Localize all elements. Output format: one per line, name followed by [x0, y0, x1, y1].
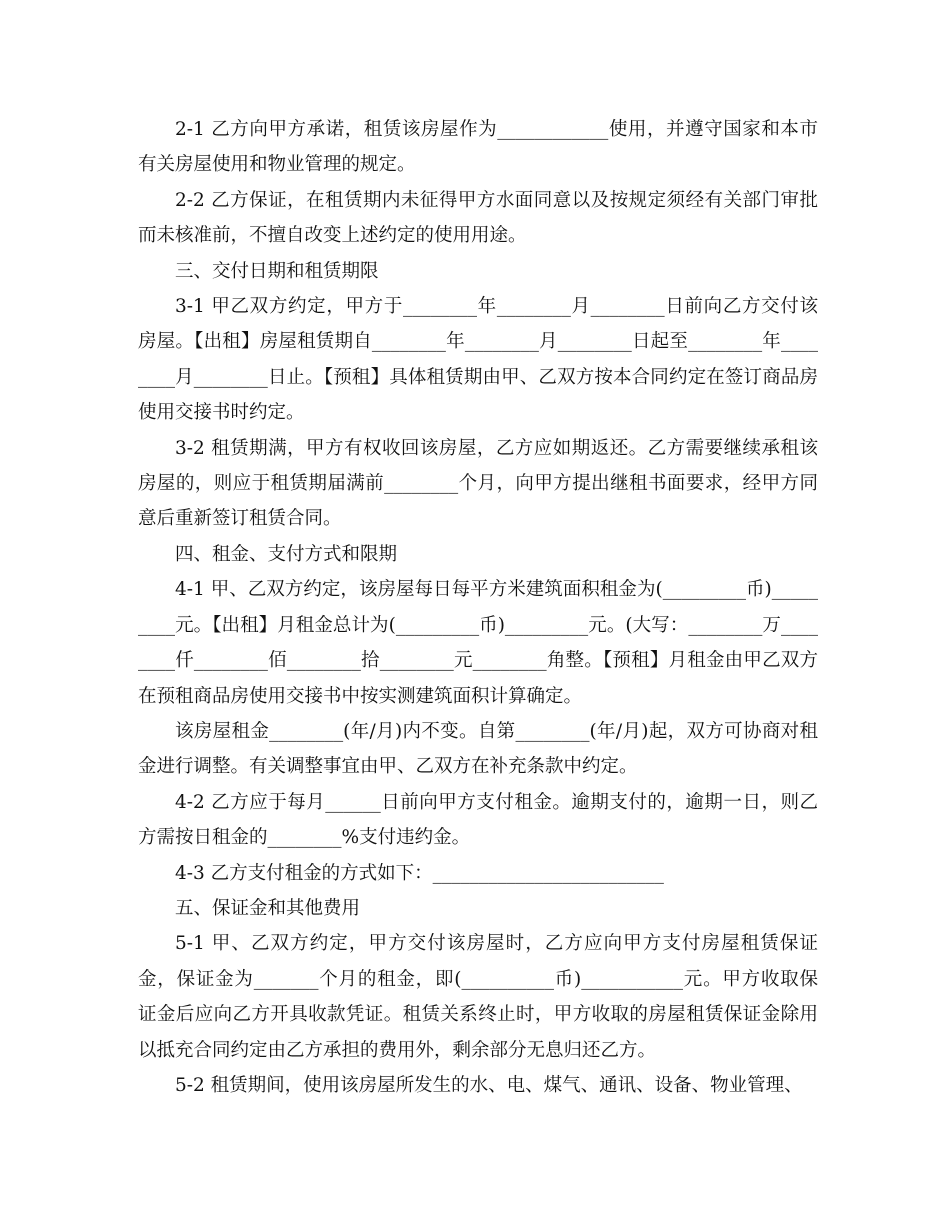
clause-4-3: 4-3 乙方支付租金的方式如下：_________________________ — [175, 862, 664, 884]
section-heading-3: 三、交付日期和租赁期限 — [175, 260, 379, 282]
clause-5-1: 5-1 甲、乙双方约定，甲方交付该房屋时，乙方应向甲方支付房屋租赁保证金，保证金为_______个月的租金，即(__________币)___________元。甲方收取保证金后应向乙方开具收款凭证。租赁关系终止时，甲方收取的房屋租赁保证金除用以抵充合同约定由乙方承担的费用外，剩余部分无息归还乙方。 — [138, 933, 818, 1061]
section-heading-4: 四、租金、支付方式和限期 — [175, 543, 398, 565]
contract-body — [138, 112, 818, 1103]
clause-5-2: 5-2 租赁期间，使用该房屋所发生的水、电、煤气、通讯、设备、物业管理、 — [175, 1074, 803, 1096]
clause-2-1: 2-1 乙方向甲方承诺，租赁该房屋作为____________使用，并遵守国家和本市有关房屋使用和物业管理的规定。 — [138, 119, 818, 176]
section-heading-5: 五、保证金和其他费用 — [175, 897, 361, 919]
clause-4-2: 4-2 乙方应于每月______日前向甲方支付租金。逾期支付的，逾期一日，则乙方需按日租金的________%支付违约金。 — [138, 791, 818, 849]
clause-4-1: 4-1 甲、乙双方约定，该房屋每日每平方米建筑面积租金为(_________币)_________元。【出租】月租金总计为(_________币)_________元。(大写：________万________仟________佰________拾________元________角整。【预租】月租金由甲乙双方在预租商品房使用交接书中按实测建筑面积计算确定。 — [138, 579, 818, 707]
clause-3-2: 3-2 租赁期满，甲方有权收回该房屋，乙方应如期返还。乙方需要继续承租该房屋的，则应于租赁期届满前________个月，向甲方提出继租书面要求，经甲方同意后重新签订租赁合同。 — [138, 437, 818, 530]
clause-2-2: 2-2 乙方保证，在租赁期内未征得甲方水面同意以及按规定须经有关部门审批而未核准前，不擅自改变上述约定的使用用途。 — [138, 189, 818, 247]
clause-3-1: 3-1 甲乙双方约定，甲方于________年________月________日前向乙方交付该房屋。【出租】房屋租赁期自________年________月________日起至________年________月________日止。【预租】具体租赁期由甲、乙双方按本合同约定在签订商品房使用交接书时约定。 — [138, 296, 818, 424]
clause-4-1-rent-adjustment: 该房屋租金________(年/月)内不变。自第________(年/月)起，双方可协商对租金进行调整。有关调整事宜由甲、乙双方在补充条款中约定。 — [138, 720, 818, 778]
